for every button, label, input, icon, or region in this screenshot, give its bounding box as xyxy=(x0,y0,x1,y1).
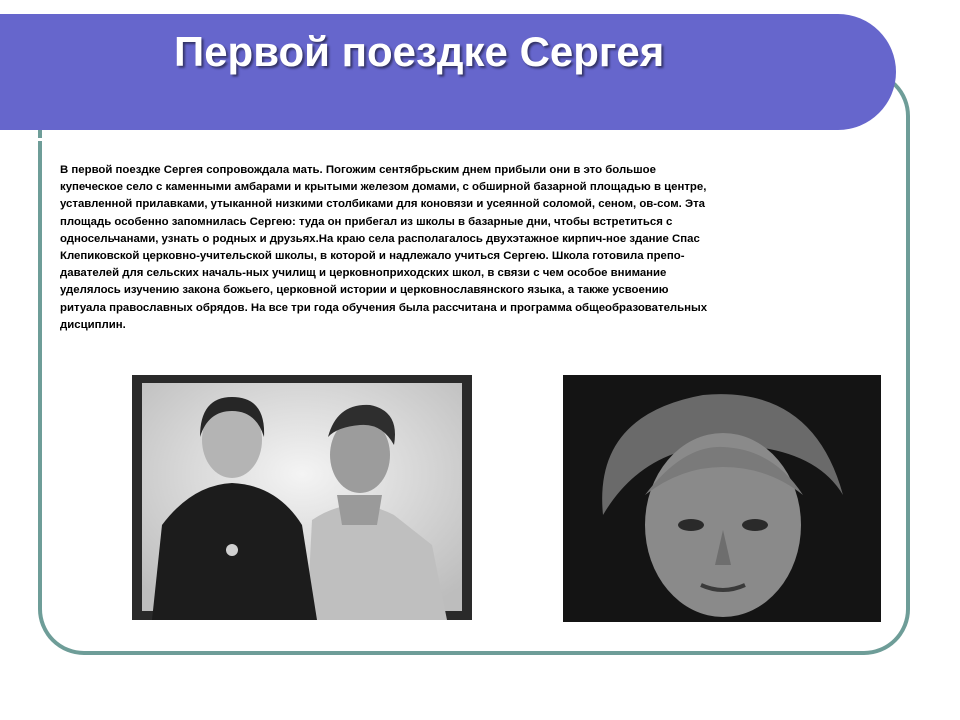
text-line: Клепиковской церковно-учительской школы, в которой и надлежало учиться Сергею. Школа готовила препо- xyxy=(60,250,685,263)
slide-title: Первой поездке Сергея xyxy=(174,28,665,75)
text-line: площадь особенно запомнилась Сергею: туда он прибегал из школы в базарные дни, чтобы встретиться с xyxy=(60,215,673,228)
body-text xyxy=(60,162,910,334)
portrait-photo xyxy=(563,375,881,622)
couple-photo xyxy=(132,375,472,620)
title-banner xyxy=(0,14,896,130)
text-line: уставленной прилавками, утыканной низкими столбиками для коновязи и усеянной соломой, сеном, ов-сом. Эта xyxy=(60,198,706,211)
text-line: В первой поездке Сергея сопровождала мать. Погожим сентябрьским днем прибыли они в это большое xyxy=(60,164,656,176)
text-line: уделялось изучению закона божьего, церковной истории и церковнославянского языка, а также усвоению xyxy=(60,284,669,297)
text-line: давателей для сельских началь-ных училищ и церковноприходских школ, в связи с чем особое внимание xyxy=(60,267,667,280)
text-line: купеческое село с каменными амбарами и крытыми железом домами, с обширной базарной площадью в центре, xyxy=(60,181,707,194)
text-line: односельчанами, узнать о родных и друзьях.На краю села располагалось двухэтажное кирпич-ное здание Спас xyxy=(60,232,700,245)
text-line: дисциплин. xyxy=(60,318,126,331)
text-line: ритуала православных обрядов. На все три года обучения была рассчитана и программа общеобразовательных xyxy=(60,301,708,314)
title-underline xyxy=(0,138,850,141)
